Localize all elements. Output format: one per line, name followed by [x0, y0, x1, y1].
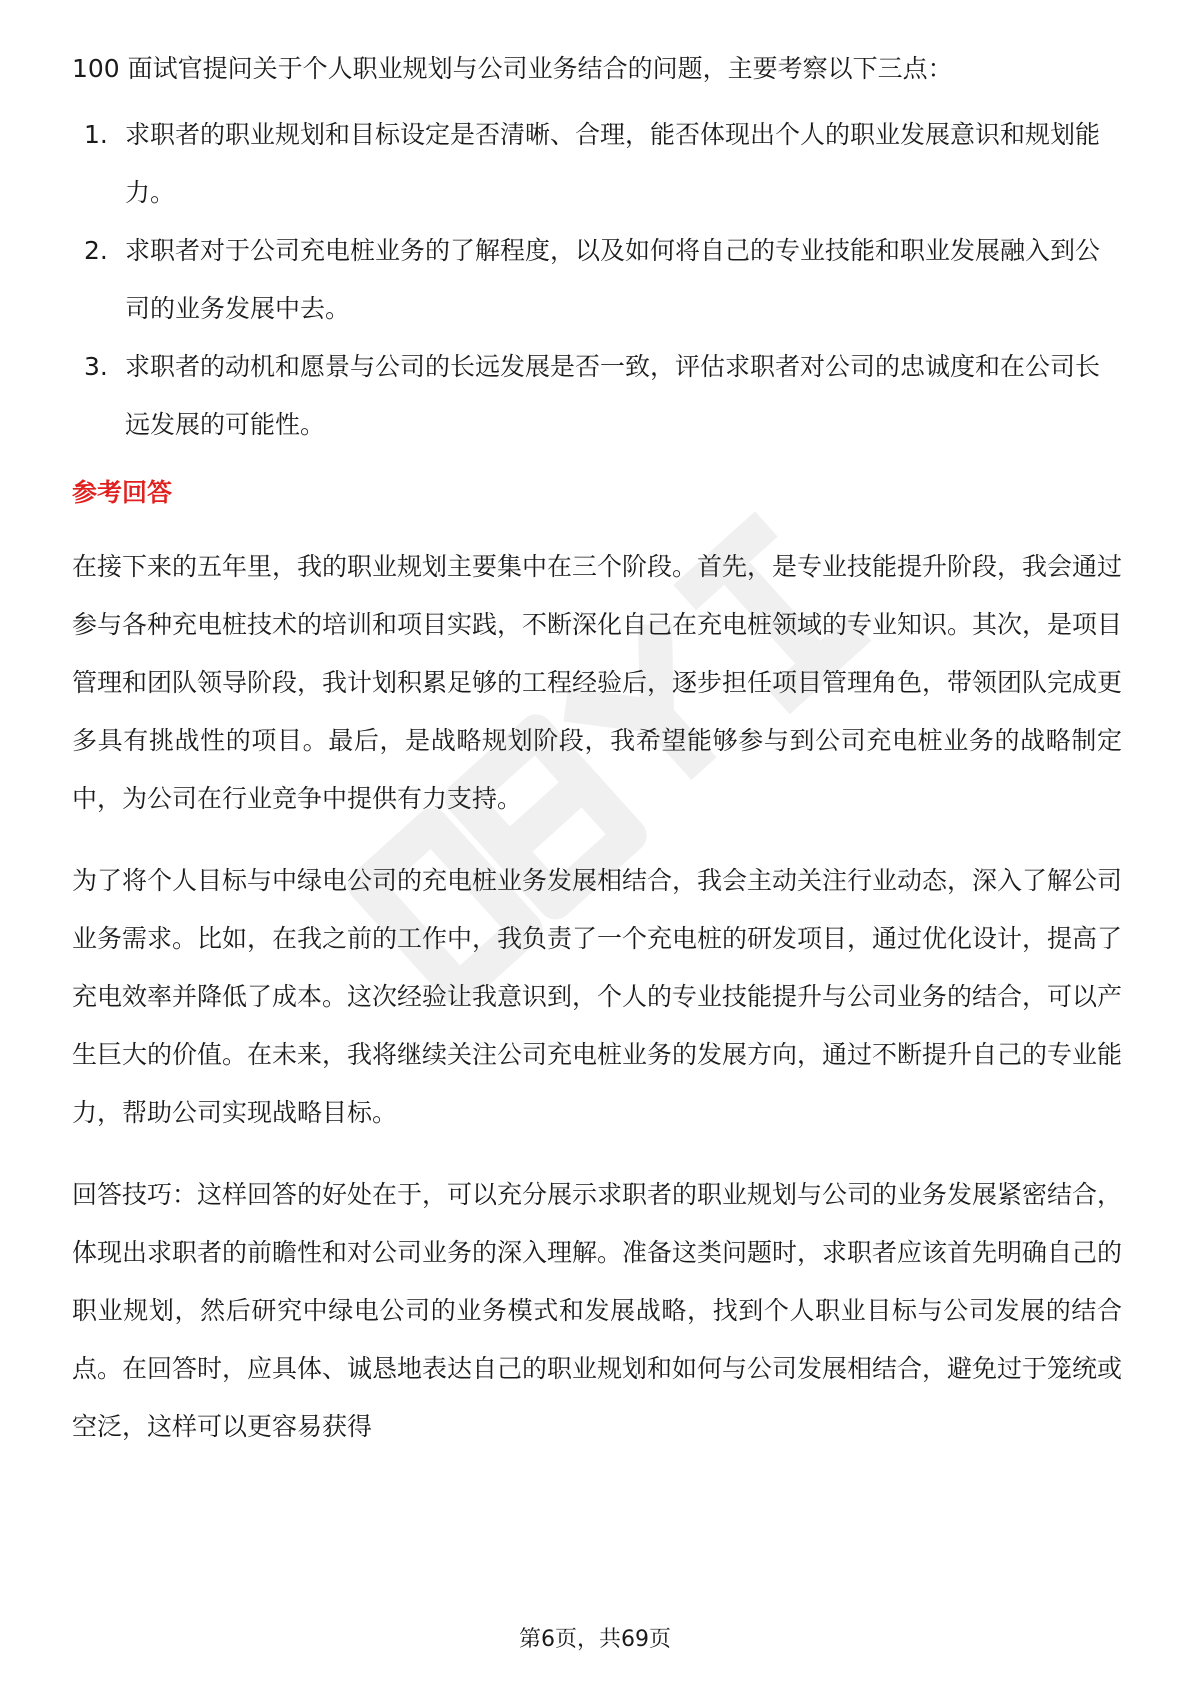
list-item	[72, 106, 1122, 222]
answer-paragraph: 在接下来的五年里，我的职业规划主要集中在三个阶段。首先，是专业技能提升阶段，我会通过参与各种充电桩技术的培训和项目实践，不断深化自己在充电桩领域的专业知识。其次，是项目管理和团队领导阶段，我计划积累足够的工程经验后，逐步担任项目管理角色，带领团队完成更多具有挑战性的项目。最后，是战略规划阶段，我希望能够参与到公司充电桩业务的战略制定中，为公司在行业竞争中提供有力支持。	[72, 552, 1123, 813]
main-content	[72, 40, 1122, 1480]
evaluation-points-list	[72, 106, 1122, 454]
list-item-text: 求职者的职业规划和目标设定是否清晰、合理，能否体现出个人的职业发展意识和规划能力。	[125, 120, 1101, 207]
list-item-number: 3.	[84, 352, 108, 381]
list-item-text: 求职者的动机和愿景与公司的长远发展是否一致，评估求职者对公司的忠诚度和在公司长远发展的可能性。	[125, 352, 1101, 439]
list-item	[72, 338, 1122, 454]
list-item-text: 求职者对于公司充电桩业务的了解程度，以及如何将自己的专业技能和职业发展融入到公司的业务发展中去。	[125, 236, 1101, 323]
intro-text: 100 面试官提问关于个人职业规划与公司业务结合的问题，主要考察以下三点：	[72, 54, 953, 83]
list-item-number: 2.	[84, 236, 108, 265]
answer-paragraph: 为了将个人目标与中绿电公司的充电桩业务发展相结合，我会主动关注行业动态，深入了解公司业务需求。比如，在我之前的工作中，我负责了一个充电桩的研发项目，通过优化设计，提高了充电效率并降低了成本。这次经验让我意识到，个人的专业技能提升与公司业务的结合，可以产生巨大的价值。在未来，我将继续关注公司充电桩业务的发展方向，通过不断提升自己的专业能力，帮助公司实现战略目标。	[72, 866, 1123, 1127]
list-item-number: 1.	[84, 120, 108, 149]
tips-paragraph: 回答技巧：这样回答的好处在于，可以充分展示求职者的职业规划与公司的业务发展紧密结合，体现出求职者的前瞻性和对公司业务的深入理解。准备这类问题时，求职者应该首先明确自己的职业规划，然后研究中绿电公司的业务模式和发展战略，找到个人职业目标与公司发展的结合点。在回答时，应具体、诚恳地表达自己的职业规划和如何与公司发展相结合，避免过于笼统或空泛，这样可以更容易获得	[72, 1180, 1123, 1441]
page-footer: 第6页，共69页	[519, 1627, 671, 1652]
list-item	[72, 222, 1122, 338]
answer-heading: 参考回答	[72, 478, 173, 507]
